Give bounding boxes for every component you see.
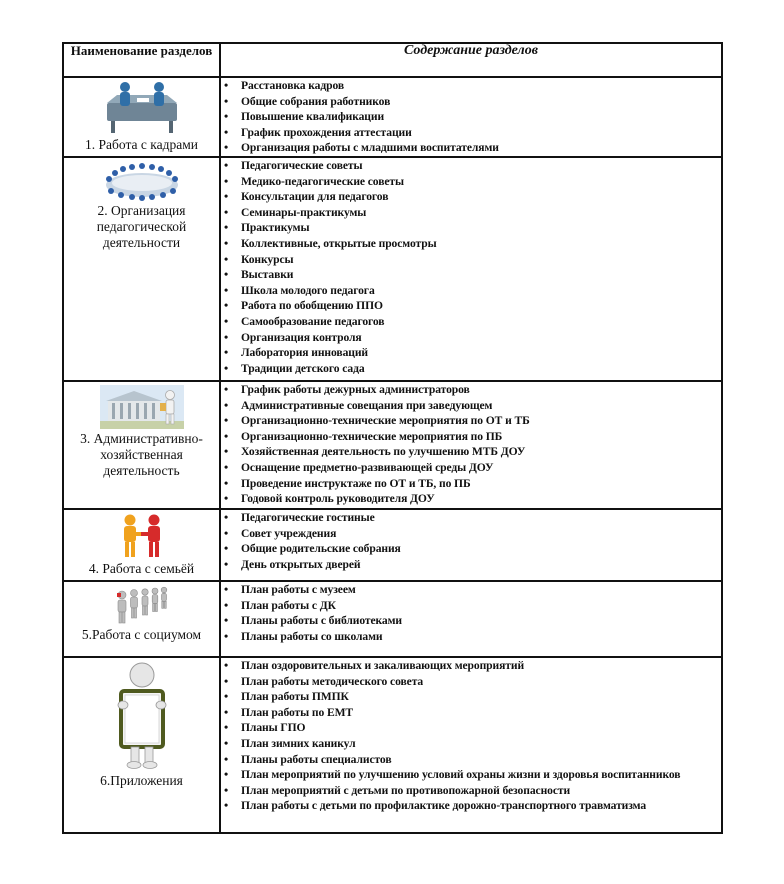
section-name: 3. Административно-хозяйственная деятельность [80, 431, 203, 478]
section-items-list [221, 582, 721, 644]
section-name: 2. Организация педагогической деятельности [96, 203, 187, 250]
list-item: • Годовой контроль руководителя ДОУ [221, 491, 721, 507]
list-item: • Работа по обобщению ППО [221, 298, 721, 314]
list-item: • Практикумы [221, 220, 721, 236]
list-item: • Организационно-технические мероприятия по ОТ и ТБ [221, 413, 721, 429]
list-item: • Проведение инструктаже по ОТ и ТБ, по ПБ [221, 476, 721, 492]
list-item: • Традиции детского сада [221, 361, 721, 377]
list-item: • Семинары-практикумы [221, 205, 721, 221]
list-item: • Оснащение предметно-развивающей среды ДОУ [221, 460, 721, 476]
list-item: • Организация контроля [221, 330, 721, 346]
section-items-list [221, 658, 721, 814]
list-item: • Коллективные, открытые просмотры [221, 236, 721, 252]
list-item: • Консультации для педагогов [221, 189, 721, 205]
list-item: • Хозяйственная деятельность по улучшению МТБ ДОУ [221, 444, 721, 460]
header-row [63, 43, 722, 77]
list-item: • Педагогические гостиные [221, 510, 721, 526]
section-name: 4. Работа с семьёй [88, 561, 195, 576]
list-item: • Конкурсы [221, 252, 721, 268]
section-items-list [221, 382, 721, 507]
list-item: • Планы работы специалистов [221, 752, 721, 768]
table-row [63, 381, 722, 509]
handshake-figures-icon [112, 513, 172, 559]
table-row [63, 157, 722, 381]
list-item: • План мероприятий с детьми по противопожарной безопасности [221, 783, 721, 799]
list-item: • План работы ПМПК [221, 689, 721, 705]
list-item: • Общие родительские собрания [221, 541, 721, 557]
sections-table [62, 42, 723, 834]
list-item: • Выставки [221, 267, 721, 283]
section-name-cell [63, 509, 220, 581]
list-item: • План мероприятий по улучшению условий охраны жизни и здоровья воспитанников [221, 767, 721, 783]
section-name: 6.Приложения [100, 773, 183, 788]
section-name-cell [63, 657, 220, 833]
table-row [63, 77, 722, 157]
list-item: • Расстановка кадров [221, 78, 721, 94]
section-items-cell [220, 657, 722, 833]
round-table-icon [101, 161, 183, 201]
list-item: • Повышение квалификации [221, 109, 721, 125]
list-item: • План работы с ДК [221, 598, 721, 614]
section-items-list [221, 78, 721, 156]
meeting-figures-icon [103, 81, 181, 135]
list-item: • Планы работы со школами [221, 629, 721, 645]
building-person-icon [100, 385, 184, 429]
list-item: • День открытых дверей [221, 557, 721, 573]
section-name: 5.Работа с социумом [81, 627, 202, 642]
section-name: 1. Работа с кадрами [85, 137, 198, 152]
list-item: • График прохождения аттестации [221, 125, 721, 141]
section-name-cell [63, 77, 220, 157]
list-item: • План оздоровительных и закаливающих мероприятий [221, 658, 721, 674]
table-row [63, 509, 722, 581]
list-item: • Школа молодого педагога [221, 283, 721, 299]
list-item: • Организация работы с младшими воспитателями [221, 140, 721, 156]
list-item: • Общие собрания работников [221, 94, 721, 110]
section-items-cell [220, 581, 722, 657]
section-name-cell [63, 581, 220, 657]
table-row [63, 657, 722, 833]
section-items-cell [220, 157, 722, 381]
figures-row-icon [114, 585, 170, 625]
section-items-cell [220, 509, 722, 581]
list-item: • План работы с детьми по профилактике дорожно-транспортного травматизма [221, 798, 721, 814]
list-item: • Лаборатория инноваций [221, 345, 721, 361]
list-item: • Медико-педагогические советы [221, 174, 721, 190]
table-row [63, 581, 722, 657]
list-item: • Педагогические советы [221, 158, 721, 174]
list-item: • План зимних каникул [221, 736, 721, 752]
list-item: • Административные совещания при заведующем [221, 398, 721, 414]
section-name-cell [63, 381, 220, 509]
section-items-cell [220, 77, 722, 157]
list-item: • План работы методического совета [221, 674, 721, 690]
figure-with-board-icon [107, 661, 177, 771]
list-item: • План работы по ЕМТ [221, 705, 721, 721]
header-name: Наименование разделов [63, 43, 220, 77]
section-items-cell [220, 381, 722, 509]
list-item: • Планы работы с библиотеками [221, 613, 721, 629]
header-content: Содержание разделов [220, 43, 722, 77]
section-items-list [221, 158, 721, 376]
section-name-cell [63, 157, 220, 381]
list-item: • Совет учреждения [221, 526, 721, 542]
list-item: • Планы ГПО [221, 720, 721, 736]
list-item: • График работы дежурных администраторов [221, 382, 721, 398]
list-item: • План работы с музеем [221, 582, 721, 598]
list-item: • Самообразование педагогов [221, 314, 721, 330]
section-items-list [221, 510, 721, 572]
list-item: • Организационно-технические мероприятия по ПБ [221, 429, 721, 445]
